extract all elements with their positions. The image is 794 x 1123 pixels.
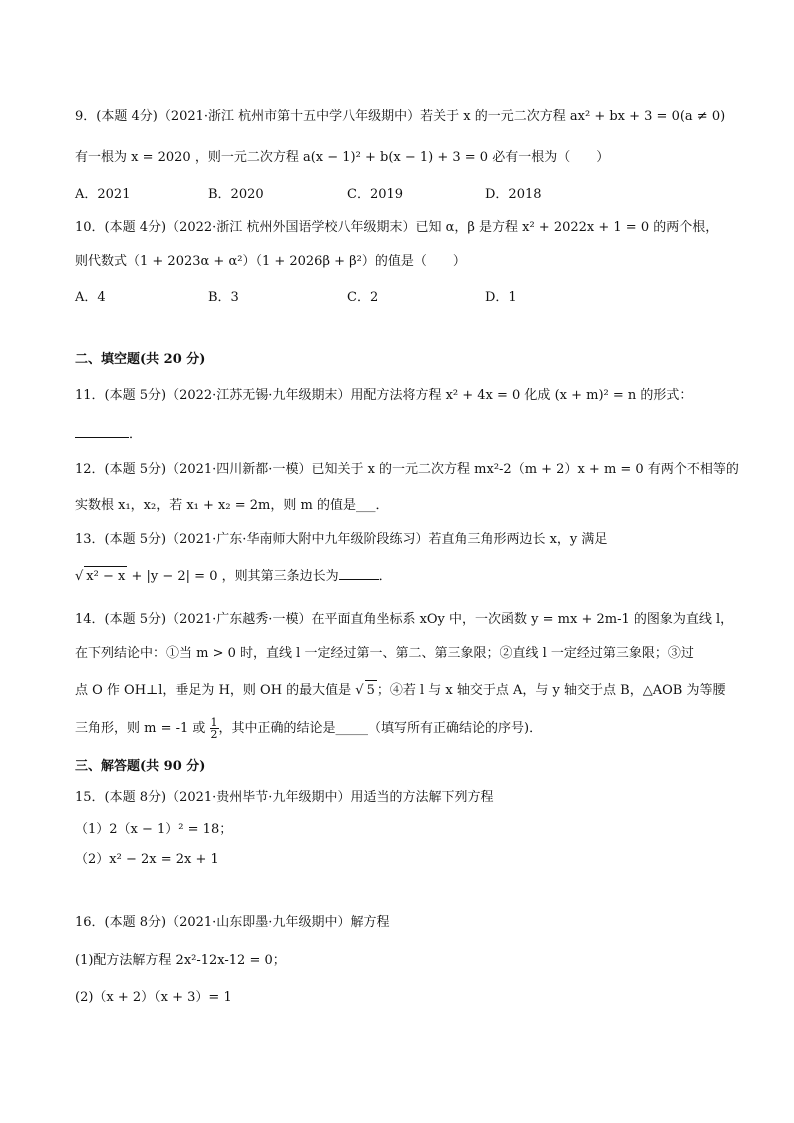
q13-line2 bbox=[75, 565, 754, 587]
q14-sqrt-radicand: 5 bbox=[365, 680, 377, 701]
q14-fraction-denominator: 2 bbox=[210, 728, 218, 741]
q10-line2: 则代数式（1 + 2023α + α²）（1 + 2026β + β²）的值是（ ） bbox=[75, 254, 466, 269]
q10-option-a: A．4 bbox=[75, 290, 106, 305]
q11-line1: 11．(本题 5分)（2022·江苏无锡·九年级期末）用配方法将方程 x² + 4x = 0 化成 (x + m)² = n 的形式： bbox=[75, 388, 693, 403]
q9-option-c: C．2019 bbox=[347, 187, 404, 202]
sqrt-sign: √ bbox=[355, 683, 364, 698]
q10-option-d: D．1 bbox=[485, 290, 517, 305]
q15-sub2: （2）x² − 2x = 2x + 1 bbox=[75, 852, 219, 867]
q16-sub1: (1)配方法解方程 2x²-12x-12 = 0； bbox=[75, 953, 286, 968]
q12-line2: 实数根 x₁，x₂，若 x₁ + x₂ = 2m，则 m 的值是___． bbox=[75, 498, 389, 513]
q14-line3-pre: 点 O 作 OH⊥l，垂足为 H，则 OH 的最大值是 bbox=[75, 683, 356, 698]
q14-fraction-numerator: 1 bbox=[210, 716, 218, 729]
q14-line3-post: ；④若 l 与 x 轴交于点 A，与 y 轴交于点 B，△AOB 为等腰 bbox=[376, 683, 726, 698]
q16-sub2: (2)（x + 2）（x + 3）= 1 bbox=[75, 990, 232, 1005]
sqrt-sign: √ bbox=[75, 569, 84, 584]
section-fill-in-heading: 二、填空题(共 20 分) bbox=[75, 352, 206, 367]
q10-option-c: C．2 bbox=[347, 290, 379, 305]
q11-line2 bbox=[75, 423, 754, 445]
q12-line1: 12．(本题 5分)（2021·四川新都·一模）已知关于 x 的一元二次方程 mx²-2（m + 2）x + m = 0 有两个不相等的 bbox=[75, 462, 739, 477]
q10-option-b: B．3 bbox=[208, 290, 239, 305]
q14-line1: 14．(本题 5分)（2021·广东越秀·一模）在平面直角坐标系 xOy 中，一次函数 y = mx + 2m-1 的图象为直线 l， bbox=[75, 612, 734, 627]
q13-sqrt-radicand: x² − x bbox=[84, 566, 127, 587]
q13-line1: 13．(本题 5分)（2021·广东·华南师大附中九年级阶段练习）若直角三角形两边长 x，y 满足 bbox=[75, 532, 608, 547]
q16-line1: 16．(本题 8分)（2021·山东即墨·九年级期中）解方程 bbox=[75, 915, 390, 930]
section-solve-heading: 三、解答题(共 90 分) bbox=[75, 759, 206, 774]
q15-line1: 15．(本题 8分)（2021·贵州毕节·九年级期中）用适当的方法解下列方程 bbox=[75, 790, 494, 805]
q11-answer-blank bbox=[75, 423, 129, 438]
q14-line2: 在下列结论中：①当 m > 0 时，直线 l 一定经过第一、第二、第三象限；②直线 l 一定经过第三象限；③过 bbox=[75, 646, 694, 661]
q9-line2: 有一根为 x = 2020 ，则一元二次方程 a(x − 1)² + b(x − 1) + 3 = 0 必有一根为（ ） bbox=[75, 150, 610, 165]
q14-line4-post: ，其中正确的结论是_____（填写所有正确结论的序号)． bbox=[218, 721, 543, 736]
q9-option-d: D．2018 bbox=[485, 187, 542, 202]
q9-option-a: A．2021 bbox=[75, 187, 131, 202]
q13-line2-end: ． bbox=[378, 569, 392, 584]
q14-fraction bbox=[210, 717, 219, 740]
q10-line1: 10．(本题 4分)（2022·浙江 杭州外国语学校八年级期末）已知 α，β 是方程 x² + 2022x + 1 = 0 的两个根， bbox=[75, 220, 719, 235]
q11-line2-end: ． bbox=[129, 427, 143, 442]
q14-line3 bbox=[75, 680, 754, 701]
q15-sub1: （1）2（x − 1）² = 18； bbox=[75, 822, 233, 837]
q14-line4 bbox=[75, 716, 754, 742]
q13-answer-blank bbox=[339, 565, 379, 580]
q9-line1: 9．(本题 4分)（2021·浙江 杭州市第十五中学八年级期中）若关于 x 的一元二次方程 ax² + bx + 3 = 0(a ≠ 0) bbox=[75, 109, 726, 124]
q14-line4-pre: 三角形，则 m = -1 或 bbox=[75, 721, 210, 736]
q9-option-b: B．2020 bbox=[208, 187, 264, 202]
q13-line2-mid: + |y − 2| = 0 ，则其第三条边长为 bbox=[127, 569, 339, 584]
